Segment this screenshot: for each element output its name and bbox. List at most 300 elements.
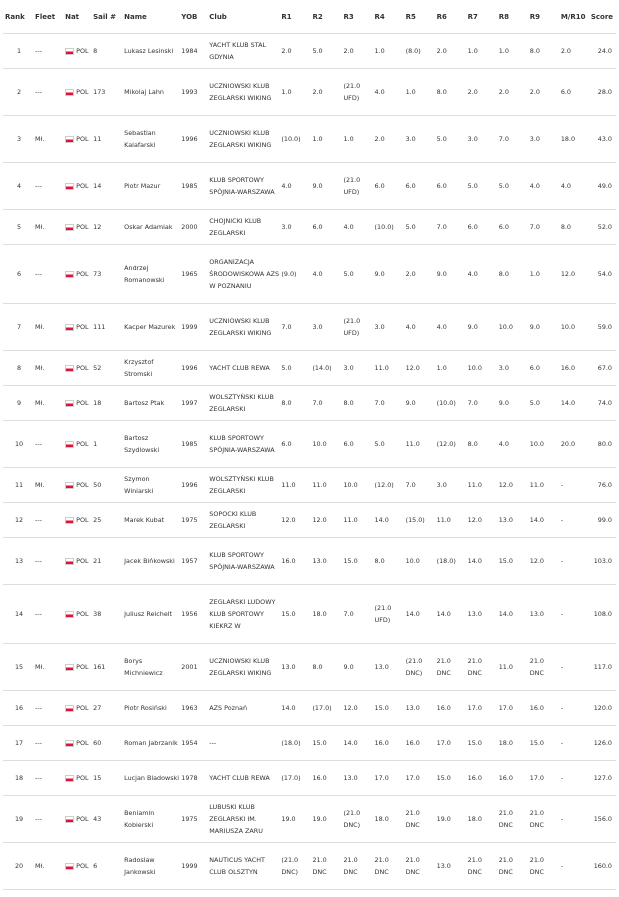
sail-cell: 14	[91, 163, 122, 210]
nat-code: POL	[76, 323, 89, 331]
sail-cell: 1	[91, 421, 122, 468]
r6-cell: 16.0	[435, 691, 466, 726]
name-cell: Bartosz Szydlowski	[122, 421, 179, 468]
nat-code: POL	[76, 516, 89, 524]
r1-cell: (18.0)	[279, 726, 310, 761]
r2-cell: 9.0	[310, 163, 341, 210]
r5-cell: 7.0	[404, 468, 435, 503]
fleet-cell: Mł.	[33, 210, 63, 245]
r5-cell: 11.0	[404, 421, 435, 468]
sail-header[interactable]: Sail #	[91, 0, 122, 34]
r5-cell: 16.0	[404, 726, 435, 761]
sail-cell: 43	[91, 796, 122, 843]
name-cell: Lucjan Bladowski	[122, 761, 179, 796]
club-cell: LUBUSKI KLUB ZEGLARSKI IM. MARIUSZA ZARU	[207, 796, 279, 843]
r8-cell: 14.0	[497, 585, 528, 644]
mr10-cell: -	[559, 585, 589, 644]
r7-cell: 12.0	[466, 503, 497, 538]
table-row	[3, 351, 616, 386]
nat-cell	[63, 116, 91, 163]
r6-cell: 9.0	[435, 245, 466, 304]
r5-header[interactable]: R5	[404, 0, 435, 34]
r3-cell: (21.0 DNC)	[341, 796, 372, 843]
sail-cell: 15	[91, 761, 122, 796]
r5-cell: 4.0	[404, 304, 435, 351]
r5-cell: 13.0	[404, 691, 435, 726]
table-row	[3, 69, 616, 116]
score-cell: 108.0	[589, 585, 616, 644]
nat-cell	[63, 843, 91, 890]
table-row	[3, 304, 616, 351]
r4-header[interactable]: R4	[373, 0, 404, 34]
score-cell: 99.0	[589, 503, 616, 538]
r8-cell: 5.0	[497, 163, 528, 210]
r3-cell: 4.0	[341, 210, 372, 245]
r1-cell: (10.0)	[279, 116, 310, 163]
name-cell: Mikolaj Lahn	[122, 69, 179, 116]
mr10-cell: -	[559, 538, 589, 585]
r8-cell: 10.0	[497, 304, 528, 351]
score-cell: 156.0	[589, 796, 616, 843]
mr10-cell: -	[559, 761, 589, 796]
r3-cell: 2.0	[341, 34, 372, 69]
name-cell: Juliusz Reichelt	[122, 585, 179, 644]
name-cell: Borys Michniewicz	[122, 644, 179, 691]
rank-header[interactable]: Rank	[3, 0, 33, 34]
score-cell: 160.0	[589, 843, 616, 890]
r3-cell: 3.0	[341, 351, 372, 386]
rank-cell: 17	[3, 726, 33, 761]
sail-cell: 52	[91, 351, 122, 386]
r5-cell: 5.0	[404, 210, 435, 245]
rank-cell: 7	[3, 304, 33, 351]
nat-cell	[63, 538, 91, 585]
poland-flag-icon	[65, 816, 74, 823]
r1-header[interactable]: R1	[279, 0, 310, 34]
r2-cell: 21.0 DNC	[310, 843, 341, 890]
r7-cell: 14.0	[466, 538, 497, 585]
r6-cell: 2.0	[435, 34, 466, 69]
score-cell: 24.0	[589, 34, 616, 69]
r2-cell: 8.0	[310, 644, 341, 691]
score-cell: 54.0	[589, 245, 616, 304]
club-cell: UCZNIOWSKI KLUB ZEGLARSKI WIKING	[207, 304, 279, 351]
club-header[interactable]: Club	[207, 0, 279, 34]
r1-cell: 4.0	[279, 163, 310, 210]
table-row	[3, 34, 616, 69]
r3-cell: 10.0	[341, 468, 372, 503]
r8-cell: 11.0	[497, 644, 528, 691]
r2-cell: 15.0	[310, 726, 341, 761]
sail-cell: 111	[91, 304, 122, 351]
rank-cell: 4	[3, 163, 33, 210]
yob-cell: 1975	[179, 796, 207, 843]
nat-code: POL	[76, 704, 89, 712]
r8-cell: 13.0	[497, 503, 528, 538]
table-body	[3, 34, 616, 890]
r2-cell: (17.0)	[310, 691, 341, 726]
score-header[interactable]: Score	[589, 0, 616, 34]
table-row	[3, 691, 616, 726]
yob-cell: 1965	[179, 245, 207, 304]
r4-cell: (12.0)	[373, 468, 404, 503]
rank-cell: 11	[3, 468, 33, 503]
yob-cell: 1996	[179, 351, 207, 386]
club-cell: KLUB SPORTOWY SPÓJNIA-WARSZAWA	[207, 163, 279, 210]
score-cell: 59.0	[589, 304, 616, 351]
fleet-cell: Mł.	[33, 304, 63, 351]
r7-cell: 1.0	[466, 34, 497, 69]
nat-cell	[63, 796, 91, 843]
r2-cell: 5.0	[310, 34, 341, 69]
r3-cell: 21.0 DNC	[341, 843, 372, 890]
name-cell: Jacek Bińkowski	[122, 538, 179, 585]
r9-cell: 4.0	[528, 163, 559, 210]
sail-cell: 27	[91, 691, 122, 726]
yob-cell: 1978	[179, 761, 207, 796]
nat-header[interactable]: Nat	[63, 0, 91, 34]
nat-cell	[63, 761, 91, 796]
r5-cell: 10.0	[404, 538, 435, 585]
r1-cell: 6.0	[279, 421, 310, 468]
club-cell: NAUTICUS YACHT CLUB OLSZTYN	[207, 843, 279, 890]
mr10-cell: -	[559, 796, 589, 843]
rank-cell: 5	[3, 210, 33, 245]
r7-header[interactable]: R7	[466, 0, 497, 34]
r4-cell: 8.0	[373, 538, 404, 585]
poland-flag-icon	[65, 611, 74, 618]
r2-cell: 7.0	[310, 386, 341, 421]
r5-cell: 1.0	[404, 69, 435, 116]
r6-header[interactable]: R6	[435, 0, 466, 34]
r6-cell: 6.0	[435, 163, 466, 210]
yob-cell: 1996	[179, 116, 207, 163]
r4-cell: 2.0	[373, 116, 404, 163]
r1-cell: 11.0	[279, 468, 310, 503]
r8-cell: 3.0	[497, 351, 528, 386]
name-cell: Oskar Adamiak	[122, 210, 179, 245]
r9-cell: 5.0	[528, 386, 559, 421]
r3-cell: 12.0	[341, 691, 372, 726]
yob-header[interactable]: YOB	[179, 0, 207, 34]
name-cell: Szymon Winiarski	[122, 468, 179, 503]
r1-cell: 13.0	[279, 644, 310, 691]
r2-cell: 12.0	[310, 503, 341, 538]
table-row	[3, 538, 616, 585]
r7-cell: 5.0	[466, 163, 497, 210]
name-cell: Lukasz Lesinski	[122, 34, 179, 69]
r4-cell: 3.0	[373, 304, 404, 351]
rank-cell: 18	[3, 761, 33, 796]
r9-cell: 15.0	[528, 726, 559, 761]
r7-cell: 3.0	[466, 116, 497, 163]
table-row	[3, 386, 616, 421]
sail-cell: 73	[91, 245, 122, 304]
mr10-cell: 4.0	[559, 163, 589, 210]
poland-flag-icon	[65, 558, 74, 565]
r5-cell: (15.0)	[404, 503, 435, 538]
r2-cell: 10.0	[310, 421, 341, 468]
score-cell: 76.0	[589, 468, 616, 503]
nat-code: POL	[76, 774, 89, 782]
name-cell: Radoslaw Jankowski	[122, 843, 179, 890]
fleet-cell: Mł.	[33, 116, 63, 163]
mr10-cell: 16.0	[559, 351, 589, 386]
r8-cell: 9.0	[497, 386, 528, 421]
r8-cell: 2.0	[497, 69, 528, 116]
r3-cell: 9.0	[341, 644, 372, 691]
mr10-cell: 12.0	[559, 245, 589, 304]
r9-cell: 14.0	[528, 503, 559, 538]
r1-cell: 19.0	[279, 796, 310, 843]
r6-cell: 14.0	[435, 585, 466, 644]
poland-flag-icon	[65, 48, 74, 55]
nat-cell	[63, 421, 91, 468]
r9-header[interactable]: R9	[528, 0, 559, 34]
yob-cell: 2001	[179, 644, 207, 691]
rank-cell: 19	[3, 796, 33, 843]
table-row	[3, 585, 616, 644]
r8-cell: 4.0	[497, 421, 528, 468]
yob-cell: 1985	[179, 163, 207, 210]
r7-cell: 9.0	[466, 304, 497, 351]
r9-cell: 16.0	[528, 691, 559, 726]
table-row	[3, 210, 616, 245]
yob-cell: 1984	[179, 34, 207, 69]
r1-cell: 3.0	[279, 210, 310, 245]
nat-cell	[63, 503, 91, 538]
poland-flag-icon	[65, 324, 74, 331]
r9-cell: 21.0 DNC	[528, 796, 559, 843]
sail-cell: 173	[91, 69, 122, 116]
r3-cell: 13.0	[341, 761, 372, 796]
r7-cell: 6.0	[466, 210, 497, 245]
score-cell: 49.0	[589, 163, 616, 210]
r9-cell: 1.0	[528, 245, 559, 304]
rank-cell: 3	[3, 116, 33, 163]
mr10-cell: -	[559, 726, 589, 761]
r2-header[interactable]: R2	[310, 0, 341, 34]
rank-cell: 14	[3, 585, 33, 644]
r6-cell: 21.0 DNC	[435, 644, 466, 691]
r3-cell: 14.0	[341, 726, 372, 761]
mr10-cell: 20.0	[559, 421, 589, 468]
r5-cell: 21.0 DNC	[404, 796, 435, 843]
nat-code: POL	[76, 182, 89, 190]
fleet-header[interactable]: Fleet	[33, 0, 63, 34]
fleet-cell: ---	[33, 421, 63, 468]
mr10-cell: 10.0	[559, 304, 589, 351]
name-cell: Beniamin Kobierski	[122, 796, 179, 843]
name-cell: Piotr Rosiński	[122, 691, 179, 726]
table-row	[3, 116, 616, 163]
poland-flag-icon	[65, 664, 74, 671]
r8-cell: 8.0	[497, 245, 528, 304]
rank-cell: 2	[3, 69, 33, 116]
r9-cell: 9.0	[528, 304, 559, 351]
r3-cell: 15.0	[341, 538, 372, 585]
r6-cell: 8.0	[435, 69, 466, 116]
nat-code: POL	[76, 399, 89, 407]
r2-cell: 19.0	[310, 796, 341, 843]
r8-cell: 21.0 DNC	[497, 796, 528, 843]
r3-cell: 8.0	[341, 386, 372, 421]
rank-cell: 8	[3, 351, 33, 386]
fleet-cell: Mł.	[33, 386, 63, 421]
r7-cell: 17.0	[466, 691, 497, 726]
r2-cell: 13.0	[310, 538, 341, 585]
poland-flag-icon	[65, 400, 74, 407]
r1-cell: 12.0	[279, 503, 310, 538]
r8-cell: 12.0	[497, 468, 528, 503]
yob-cell: 1985	[179, 421, 207, 468]
r8-header[interactable]: R8	[497, 0, 528, 34]
r3-cell: (21.0 UFD)	[341, 304, 372, 351]
nat-code: POL	[76, 481, 89, 489]
score-cell: 127.0	[589, 761, 616, 796]
poland-flag-icon	[65, 89, 74, 96]
r1-cell: 1.0	[279, 69, 310, 116]
r4-cell: 11.0	[373, 351, 404, 386]
poland-flag-icon	[65, 517, 74, 524]
nat-code: POL	[76, 815, 89, 823]
fleet-cell: ---	[33, 585, 63, 644]
name-header[interactable]: Name	[122, 0, 179, 34]
r5-cell: 17.0	[404, 761, 435, 796]
name-cell: Marek Kubat	[122, 503, 179, 538]
sail-cell: 38	[91, 585, 122, 644]
r6-cell: 3.0	[435, 468, 466, 503]
poland-flag-icon	[65, 365, 74, 372]
yob-cell: 1999	[179, 843, 207, 890]
r7-cell: 11.0	[466, 468, 497, 503]
club-cell: WOLSZTYŃSKI KLUB ZEGLARSKI	[207, 468, 279, 503]
sail-cell: 25	[91, 503, 122, 538]
mr10-cell: 18.0	[559, 116, 589, 163]
r4-cell: 21.0 DNC	[373, 843, 404, 890]
r6-cell: 7.0	[435, 210, 466, 245]
nat-code: POL	[76, 862, 89, 870]
r5-cell: 9.0	[404, 386, 435, 421]
r7-cell: 18.0	[466, 796, 497, 843]
r3-cell: (21.0 UFD)	[341, 69, 372, 116]
table-row	[3, 503, 616, 538]
r2-cell: 11.0	[310, 468, 341, 503]
fleet-cell: Mł.	[33, 351, 63, 386]
r6-cell: 15.0	[435, 761, 466, 796]
r2-cell: 2.0	[310, 69, 341, 116]
r8-cell: 15.0	[497, 538, 528, 585]
poland-flag-icon	[65, 224, 74, 231]
r8-cell: 17.0	[497, 691, 528, 726]
fleet-cell: ---	[33, 34, 63, 69]
name-cell: Sebastian Kalafarski	[122, 116, 179, 163]
yob-cell: 1963	[179, 691, 207, 726]
r4-cell: 18.0	[373, 796, 404, 843]
mr10-header[interactable]: M/R10	[559, 0, 589, 34]
score-cell: 117.0	[589, 644, 616, 691]
r5-cell: 3.0	[404, 116, 435, 163]
nat-code: POL	[76, 364, 89, 372]
r2-cell: 1.0	[310, 116, 341, 163]
nat-cell	[63, 468, 91, 503]
nat-code: POL	[76, 135, 89, 143]
r5-cell: 6.0	[404, 163, 435, 210]
rank-cell: 1	[3, 34, 33, 69]
fleet-cell: Mł.	[33, 644, 63, 691]
r6-cell: (10.0)	[435, 386, 466, 421]
poland-flag-icon	[65, 775, 74, 782]
r9-cell: 17.0	[528, 761, 559, 796]
yob-cell: 1975	[179, 503, 207, 538]
mr10-cell: -	[559, 644, 589, 691]
fleet-cell: ---	[33, 796, 63, 843]
yob-cell: 1993	[179, 69, 207, 116]
mr10-cell: 14.0	[559, 386, 589, 421]
r9-cell: 11.0	[528, 468, 559, 503]
r1-cell: 2.0	[279, 34, 310, 69]
nat-cell	[63, 69, 91, 116]
r7-cell: 13.0	[466, 585, 497, 644]
r9-cell: 8.0	[528, 34, 559, 69]
mr10-cell: -	[559, 468, 589, 503]
mr10-cell: 8.0	[559, 210, 589, 245]
mr10-cell: -	[559, 843, 589, 890]
r7-cell: 10.0	[466, 351, 497, 386]
sail-cell: 11	[91, 116, 122, 163]
yob-cell: 1999	[179, 304, 207, 351]
r6-cell: 5.0	[435, 116, 466, 163]
r6-cell: 1.0	[435, 351, 466, 386]
rank-cell: 9	[3, 386, 33, 421]
score-cell: 52.0	[589, 210, 616, 245]
r3-cell: 6.0	[341, 421, 372, 468]
fleet-cell: ---	[33, 163, 63, 210]
rank-cell: 16	[3, 691, 33, 726]
table-header	[3, 0, 616, 34]
mr10-cell: -	[559, 503, 589, 538]
name-cell: Andrzej Romanowski	[122, 245, 179, 304]
nat-cell	[63, 210, 91, 245]
table-row	[3, 468, 616, 503]
r7-cell: 4.0	[466, 245, 497, 304]
r2-cell: 18.0	[310, 585, 341, 644]
rank-cell: 20	[3, 843, 33, 890]
nat-code: POL	[76, 270, 89, 278]
rank-cell: 13	[3, 538, 33, 585]
r1-cell: 5.0	[279, 351, 310, 386]
rank-cell: 10	[3, 421, 33, 468]
table-row	[3, 796, 616, 843]
fleet-cell: ---	[33, 245, 63, 304]
sail-cell: 161	[91, 644, 122, 691]
r3-header[interactable]: R3	[341, 0, 372, 34]
r6-cell: 17.0	[435, 726, 466, 761]
nat-cell	[63, 644, 91, 691]
nat-cell	[63, 585, 91, 644]
nat-cell	[63, 304, 91, 351]
nat-cell	[63, 245, 91, 304]
r1-cell: 15.0	[279, 585, 310, 644]
poland-flag-icon	[65, 136, 74, 143]
poland-flag-icon	[65, 441, 74, 448]
r7-cell: 21.0 DNC	[466, 644, 497, 691]
nat-code: POL	[76, 610, 89, 618]
table-row	[3, 163, 616, 210]
r2-cell: (14.0)	[310, 351, 341, 386]
rank-cell: 6	[3, 245, 33, 304]
r9-cell: 10.0	[528, 421, 559, 468]
